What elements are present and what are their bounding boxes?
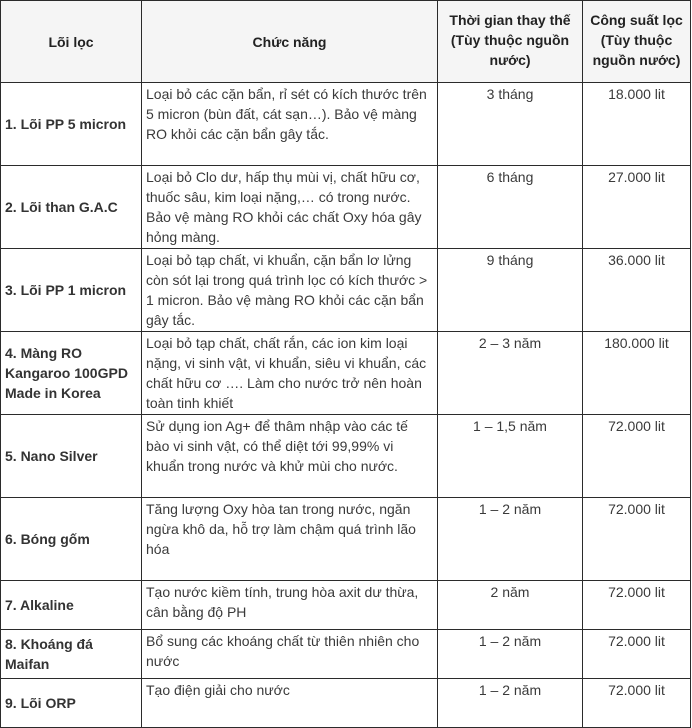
filter-function: Loại bỏ Clo dư, hấp thụ mùi vị, chất hữu cơ, thuốc sâu, kim loại nặng,… có trong nước. Bảo vệ màng RO khỏi các chất Oxy hóa gây hỏng màng. [142,166,438,249]
table-row [1,249,691,332]
replace-time: 2 – 3 năm [438,332,583,415]
header-row [1,1,691,83]
capacity: 72.000 lit [583,581,691,630]
capacity: 72.000 lit [583,630,691,679]
replace-time: 1 – 1,5 năm [438,415,583,498]
filter-name: 8. Khoáng đá Maifan [1,630,142,679]
replace-time: 1 – 2 năm [438,630,583,679]
table-row [1,83,691,166]
filter-name: 4. Màng RO Kangaroo 100GPD Made in Korea [1,332,142,415]
table-row [1,332,691,415]
capacity: 72.000 lit [583,679,691,728]
header-function: Chức năng [142,1,438,83]
filter-function: Loại bỏ các cặn bẩn, rỉ sét có kích thước trên 5 micron (bùn đất, cát sạn…). Bảo vệ màng RO khỏi các cặn bẩn gây tắc. [142,83,438,166]
filter-function: Loại bỏ tạp chất, chất rắn, các ion kim loại nặng, vi sinh vật, vi khuẩn, siêu vi khuẩn, các chất hữu cơ …. Làm cho nước trở nên hoàn toàn tinh khiết [142,332,438,415]
filter-function: Loại bỏ tạp chất, vi khuẩn, cặn bẩn lơ lửng còn sót lại trong quá trình lọc có kích thước > 1 micron. Bảo vệ màng RO khỏi các cặn bẩn gây tắc. [142,249,438,332]
filter-name: 7. Alkaline [1,581,142,630]
capacity: 36.000 lit [583,249,691,332]
capacity: 27.000 lit [583,166,691,249]
replace-time: 9 tháng [438,249,583,332]
filter-name: 9. Lõi ORP [1,679,142,728]
filter-function: Tạo điện giải cho nước [142,679,438,728]
header-capacity: Công suất lọc (Tùy thuộc nguồn nước) [583,1,691,83]
replace-time: 2 năm [438,581,583,630]
capacity: 72.000 lit [583,415,691,498]
table-row [1,581,691,630]
filter-name: 3. Lõi PP 1 micron [1,249,142,332]
replace-time: 1 – 2 năm [438,679,583,728]
replace-time: 6 tháng [438,166,583,249]
filter-function: Tăng lượng Oxy hòa tan trong nước, ngăn ngừa khô da, hỗ trợ làm chậm quá trình lão hóa [142,498,438,581]
table-row [1,415,691,498]
capacity: 180.000 lit [583,332,691,415]
filter-function: Bổ sung các khoáng chất từ thiên nhiên cho nước [142,630,438,679]
header-filter: Lõi lọc [1,1,142,83]
capacity: 18.000 lit [583,83,691,166]
filter-name: 1. Lõi PP 5 micron [1,83,142,166]
table-row [1,166,691,249]
filter-function: Tạo nước kiềm tính, trung hòa axit dư thừa, cân bằng độ PH [142,581,438,630]
filter-name: 2. Lõi than G.A.C [1,166,142,249]
filter-function: Sử dụng ion Ag+ để thâm nhập vào các tế bào vi sinh vật, có thể diệt tới 99,99% vi khuẩn trong nước và khử mùi cho nước. [142,415,438,498]
filter-name: 5. Nano Silver [1,415,142,498]
table-row [1,630,691,679]
table-row [1,679,691,728]
filter-name: 6. Bóng gốm [1,498,142,581]
header-replace-time: Thời gian thay thế (Tùy thuộc nguồn nước) [438,1,583,83]
replace-time: 1 – 2 năm [438,498,583,581]
table-row [1,498,691,581]
replace-time: 3 tháng [438,83,583,166]
capacity: 72.000 lit [583,498,691,581]
